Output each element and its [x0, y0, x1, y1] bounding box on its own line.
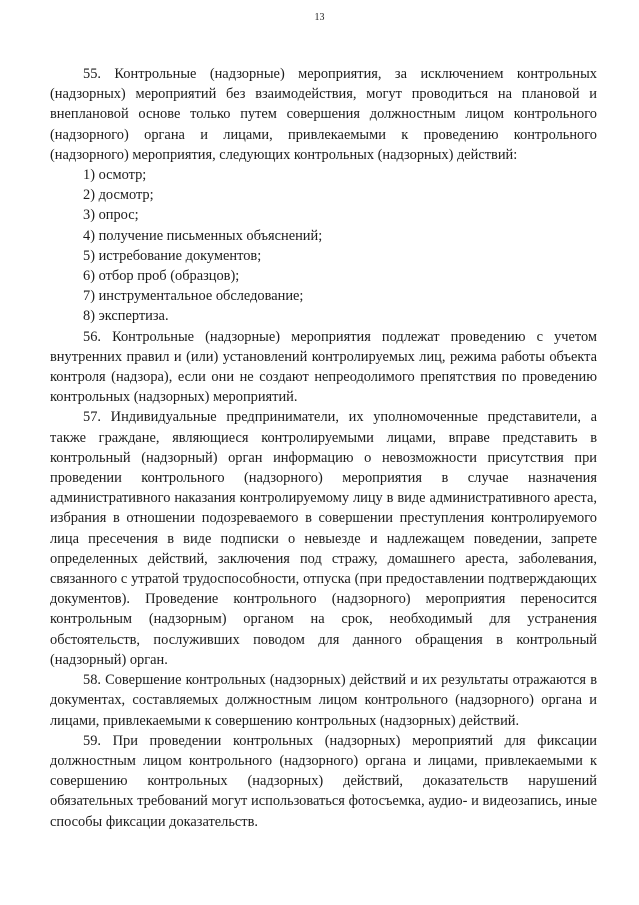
document-body	[50, 64, 597, 832]
paragraph-58: 58. Совершение контрольных (надзорных) действий и их результаты отражаются в документах, составляемых должностным лицом контрольного (надзорного) органа и лицами, привлекаемыми к совершению контрольных (надзорных) действий.	[50, 672, 597, 729]
paragraph-56: 56. Контрольные (надзорные) мероприятия подлежат проведению с учетом внутренних правил и (или) установлений контролируемых лиц, режима работы объекта контроля (надзора), если они не создают непреодолимого препятствия по проведению контрольных (надзорных) мероприятий.	[50, 328, 597, 406]
list-item: 7) инструментальное обследование;	[83, 288, 304, 305]
page-number: 13	[314, 12, 325, 23]
list-item: 1) осмотр;	[83, 167, 147, 184]
paragraph-57: 57. Индивидуальные предприниматели, их уполномоченные представители, а также граждане, являющиеся контролируемыми лицами, вправе представить в контрольный (надзорный) орган информацию о невозможности присутствия при проведении контрольного (надзорного) мероприятия в случае назначения административного наказания контролируемому лицу в виде административного ареста, избрания в отношении подозреваемого в совершении преступления контролируемого лица пресечения в виде подписки о невыезде и надлежащем поведении, запрете определенных действий, заключения под стражу, домашнего ареста, заболевания, связанного с утратой трудоспособности, отпуска (при предоставлении подтверждающих документов). Проведение контрольного (надзорного) мероприятия переносится контрольным (надзорным) органом на срок, необходимый для устранения обстоятельств, послуживших поводом для данного обращения в контрольный (надзорный) орган.	[50, 409, 597, 668]
list-item: 8) экспертиза.	[83, 308, 169, 325]
paragraph-55: 55. Контрольные (надзорные) мероприятия, за исключением контрольных (надзорных) мероприятий без взаимодействия, могут проводиться на плановой и внеплановой основе только путем совершения должностным лицом контрольного (надзорного) органа и лицами, привлекаемыми к проведению контрольного (надзорного) мероприятия, следующих контрольных (надзорных) действий:	[50, 66, 597, 163]
action-list	[50, 165, 597, 327]
list-item: 5) истребование документов;	[83, 247, 262, 264]
list-item: 6) отбор проб (образцов);	[83, 268, 240, 285]
list-item: 3) опрос;	[83, 207, 139, 224]
list-item: 4) получение письменных объяснений;	[83, 227, 323, 244]
list-item: 2) досмотр;	[83, 187, 154, 204]
paragraph-59: 59. При проведении контрольных (надзорных) мероприятий для фиксации должностным лицом контрольного (надзорного) органа и лицами, привлекаемыми к совершению контрольных (надзорных) действий, доказательств нарушений обязательных требований могут использоваться фотосъемка, аудио- и видеозапись, иные способы фиксации доказательств.	[50, 732, 597, 830]
